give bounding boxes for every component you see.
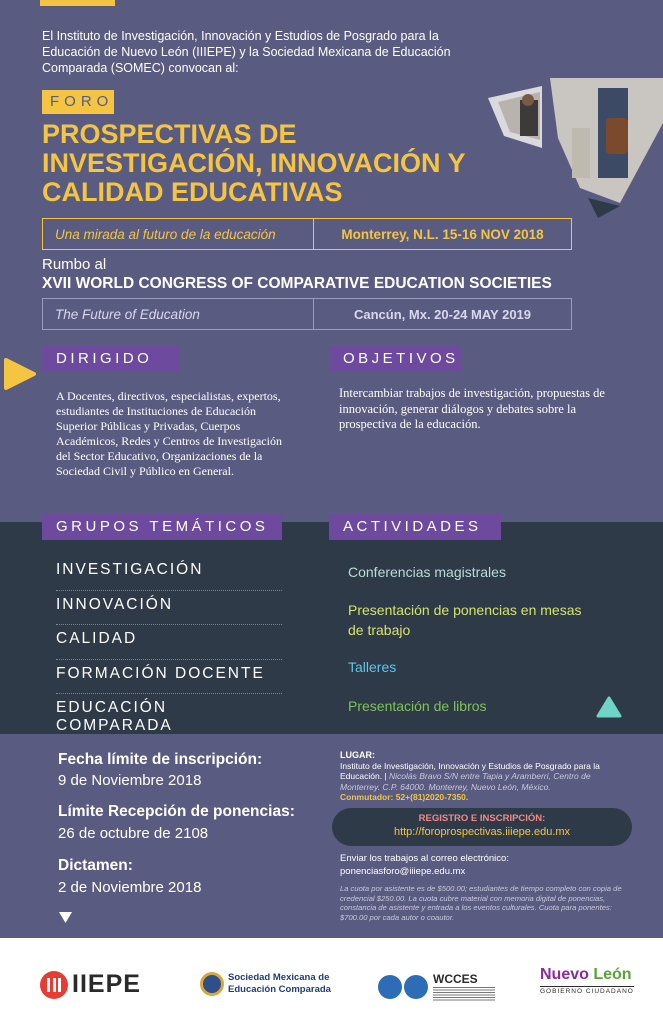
wcces-fineprint — [433, 987, 495, 1001]
dictamen-date: 2 de Noviembre 2018 — [58, 879, 202, 896]
activity-item: Presentación de ponencias en mesas de trabajo — [348, 602, 582, 638]
grupos-heading: GRUPOS TEMÁTICOS — [42, 514, 282, 540]
dirigido-text: A Docentes, directivos, especialistas, expertos, estudiantes de Instituciones de Educación Superior Públicas y Privadas, Cuerpos Académicos, Redes y Centros de Investigación del Sector Educativo, Organizaciones de la Sociedad Civil y Público en General. — [56, 389, 282, 478]
list-item: INNOVACIÓN — [56, 591, 282, 626]
submission-info — [340, 852, 610, 878]
inscripcion-deadline: 9 de Noviembre 2018 — [58, 772, 202, 789]
dirigido-heading: DIRIGIDO — [42, 346, 179, 372]
wcces-logo — [378, 972, 495, 1001]
activity-item: Presentación de libros — [348, 698, 487, 714]
ponencias-deadline-title: Límite Recepción de ponencias: — [58, 803, 295, 820]
submission-email[interactable]: ponenciasforo@iiiepe.edu.mx — [340, 866, 466, 877]
dictamen-title: Dictamen: — [58, 857, 133, 874]
list-item: FORMACIÓN DOCENTE — [56, 660, 282, 695]
venue-name: Instituto de Investigación, Innovación y Estudios de Posgrado para la Educación. — [340, 760, 600, 781]
foro-tag: FORO — [42, 90, 114, 114]
nl-subtitle: GOBIERNO CIUDADANO — [540, 988, 634, 995]
nl-leon: León — [593, 966, 632, 983]
accent-bar — [40, 0, 115, 6]
play-icon — [0, 358, 36, 390]
tagline: Una mirada al futuro de la educación — [43, 219, 314, 249]
registration-label: REGISTRO E INSCRIPCIÓN: — [418, 813, 546, 824]
activity-item: Conferencias magistrales — [348, 564, 506, 580]
rumbo-label: Rumbo al — [42, 256, 107, 273]
congress-theme: The Future of Education — [43, 299, 314, 329]
nl-nuevo: Nuevo — [540, 966, 589, 983]
list-item: EDUCACIÓN COMPARADA — [56, 699, 173, 734]
globe-icon — [404, 975, 428, 999]
congress-box — [42, 298, 572, 330]
triangle-down-icon — [59, 912, 72, 923]
forum-title: PROSPECTIVAS DE INVESTIGACIÓN, INNOVACIÓN Y CALIDAD EDUCATIVAS — [42, 119, 466, 207]
intro-text: El Instituto de Investigación, Innovación y Estudios de Posgrado para la Educación de Nuevo León (IIIEPE) y la Sociedad Mexicana de Educación Comparada (SOMEC) convocan al: — [42, 29, 451, 75]
venue-phone: Conmutador: 52+(81)2020-7350. — [340, 792, 469, 802]
ponencias-deadline: 26 de octubre de 2108 — [58, 825, 209, 842]
venue-address: Nicolás Bravo S/N entre Tapia y Aramberri, Centro de Monterrey. C.P. 64000. Monterrey, Nuevo León, México. — [340, 771, 591, 792]
iiepe-logo — [40, 970, 141, 999]
tagline-box — [42, 218, 572, 250]
nuevo-leon-logo — [540, 966, 634, 995]
inscripcion-deadline-title: Fecha límite de inscripción: — [58, 751, 263, 768]
grupos-list — [56, 556, 282, 734]
registration-box — [332, 808, 632, 846]
iiepe-wordmark: IIEPE — [72, 970, 141, 998]
list-item: INVESTIGACIÓN — [56, 556, 282, 591]
actividades-heading: ACTIVIDADES — [329, 514, 501, 540]
wcces-wordmark: WCCES — [433, 972, 478, 986]
venue-info: LUGAR: Instituto de Investigación, Innovación y Estudios de Posgrado para la Educación. | Nicolás Bravo S/N entre Tapia y Aramberri, Centro de Monterrey. C.P. 64000. Monterrey, Nuevo León, México. Conmutador: 52+(81)2020-7350. — [340, 750, 600, 802]
venue-label: LUGAR: — [340, 750, 375, 760]
students-photo — [480, 78, 663, 218]
activity-item: Talleres — [348, 659, 397, 675]
somec-logo — [200, 972, 346, 996]
objetivos-text: Intercambiar trabajos de investigación, propuestas de innovación, generar diálogos y debates sobre la prospectiva de la educación. — [339, 386, 605, 431]
list-item: CALIDAD — [56, 625, 282, 660]
registration-link[interactable]: http://foroprospectivas.iiiepe.edu.mx — [393, 826, 571, 838]
triangle-up-icon — [596, 696, 622, 718]
forum-place-date: Monterrey, N.L. 15-16 NOV 2018 — [341, 227, 544, 242]
congress-title: XVII WORLD CONGRESS OF COMPARATIVE EDUCATION SOCIETIES — [42, 275, 552, 292]
somec-seal-icon — [200, 972, 224, 996]
fee-note: La cuota por asistente es de $500.00; estudiantes de tiempo completo con copia de credencial $250.00. La cuota cubre material con memoria digital de ponencias, constancia de asistente y entrada a los eventos culturales. Cuota para ponentes: $700.00 por cada autor o coautor. — [340, 884, 622, 922]
submission-label: Enviar los trabajos al correo electrónico: — [340, 853, 509, 864]
iiepe-mark-icon — [40, 971, 68, 999]
objetivos-heading: OBJETIVOS — [329, 346, 461, 372]
somec-name: Sociedad Mexicana de Educación Comparada — [228, 972, 331, 995]
congress-place-date: Cancún, Mx. 20-24 MAY 2019 — [353, 307, 532, 322]
globe-icon — [378, 975, 402, 999]
